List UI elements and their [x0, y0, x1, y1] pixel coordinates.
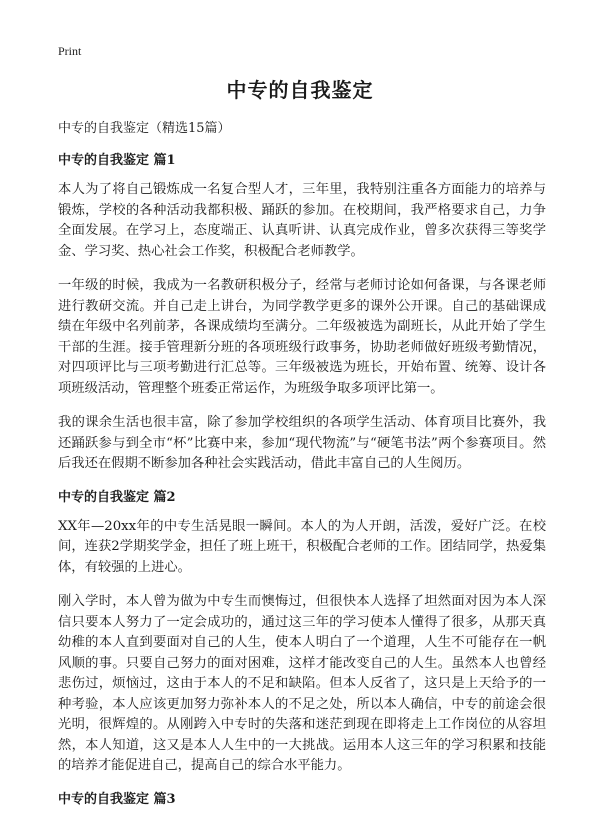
section-heading-2: 中专的自我鉴定 篇2	[58, 489, 176, 505]
paragraph: 我的课余生活也很丰富，除了参加学校组织的各项学生活动、体育项目比赛外，我还踊跃参与到全市“杯”比赛中来，参加“现代物流”与“硬笔书法”两个参赛项目。然后我还在假期不断参加各种社会实践活动，借此丰富自己的人生阅历。	[58, 415, 546, 471]
section-heading-1: 中专的自我鉴定 篇1	[58, 153, 176, 168]
page-title: 中专的自我鉴定	[226, 78, 374, 102]
paragraph: 刚入学时，本人曾为做为中专生而懊悔过，但很快本人选择了坦然面对因为本人深信只要本人努力了一定会成功的，通过这三年的学习使本人懂得了很多，从那天真幼稚的本人直到要面对自己的人生，使本人明白了一个道理，人生不可能存在一帆风顺的事。只要自己努力的面对困难，这样才能改变自己的人生。虽然本人也曾经悲伤过，烦恼过，这由于本人的不足和缺陷。但本人反省了，这只是上天给予的一种考验，本人应该更加努力弥补本人的不足之处，所以本人确信，中专的前途会很光明，很辉煌的。从刚跨入中专时的失落和迷茫到现在即将走上工作岗位的从容坦然，本人知道，这又是本人人生中的一大挑战。运用本人这三年的学习积累和技能的培养才能促进自己，提高自己的综合水平能力。	[58, 594, 546, 773]
print-link[interactable]: Print	[58, 44, 82, 58]
paragraph: 一年级的时候，我成为一名教研积极分子，经常与老师讨论如何备课，与各课老师进行教研交流。并自己走上讲台，为同学教学更多的课外公开课。自己的基础课成绩在年级中名列前茅，各课成绩均至满分。二年级被选为副班长，从此开始了学生干部的生涯。接手管理新分班的各项班级行政事务，协助老师做好班级考勤情况，对四项评比与三项考勤进行汇总等。三年级被选为班长，开始布置、统筹、设计各项班级活动，管理整个班委正常运作，为班级争取多项评比第一。	[58, 278, 546, 396]
section-heading-3: 中专的自我鉴定 篇3	[58, 791, 176, 807]
article-body	[58, 120, 546, 819]
paragraph: XX年—20xx年的中专生活晃眼一瞬间。本人的为人开朗，活泼，爱好广泛。在校间，连获2学期奖学金，担任了班上班干，积极配合老师的工作。团结同学，热爱集体，有较强的上进心。	[58, 518, 546, 575]
article-subtitle: 中专的自我鉴定（精选15篇）	[58, 121, 231, 136]
paragraph: 本人为了将自己锻炼成一名复合型人才，三年里，我特别注重各方面能力的培养与锻炼，学校的各种活动我都积极、踊跃的参加。在校期间，我严格要求自己，力争全面发展。在学习上，态度端正、认真听讲、认真完成作业，曾多次获得三等奖学金、学习奖、热心社会工作奖，积极配合老师教学。	[58, 182, 546, 259]
